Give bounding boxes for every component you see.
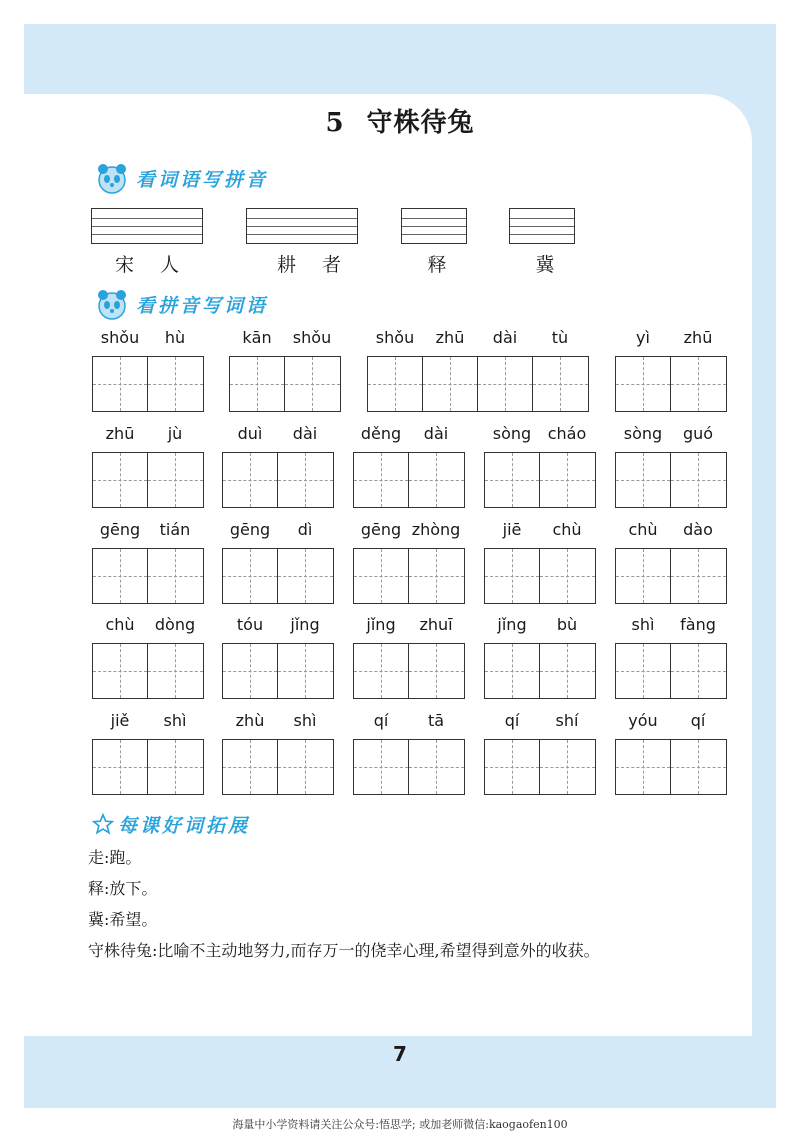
character-cell[interactable] bbox=[409, 549, 464, 603]
pinyin-label: hù bbox=[164, 328, 186, 347]
character-cell[interactable] bbox=[540, 549, 595, 603]
character-cell[interactable] bbox=[278, 453, 333, 507]
section-read-words-heading bbox=[92, 158, 268, 198]
pinyin-label: qí bbox=[504, 711, 520, 730]
tianzi-grid bbox=[353, 452, 465, 508]
tianzi-grid bbox=[484, 739, 596, 795]
character-cell[interactable] bbox=[93, 644, 148, 698]
character-cell[interactable] bbox=[223, 740, 278, 794]
word-to-annotate: 释 bbox=[427, 254, 473, 276]
pinyin-label: jǐng bbox=[497, 615, 527, 634]
character-cell[interactable] bbox=[148, 740, 203, 794]
character-cell[interactable] bbox=[223, 644, 278, 698]
character-cell[interactable] bbox=[223, 453, 278, 507]
note-line: 守株待兔:比喻不主动地努力,而存万一的侥幸心理,希望得到意外的收获。 bbox=[88, 941, 600, 960]
pinyin-answer-box[interactable] bbox=[509, 208, 575, 244]
character-cell[interactable] bbox=[616, 549, 671, 603]
character-cell[interactable] bbox=[93, 357, 148, 411]
pinyin-label: chù bbox=[552, 520, 582, 539]
character-cell[interactable] bbox=[278, 740, 333, 794]
character-cell[interactable] bbox=[278, 549, 333, 603]
section-label: 看拼音写词语 bbox=[136, 294, 269, 317]
tianzi-grid bbox=[92, 643, 204, 699]
character-cell[interactable] bbox=[93, 549, 148, 603]
character-cell[interactable] bbox=[540, 644, 595, 698]
character-cell[interactable] bbox=[409, 644, 464, 698]
character-cell[interactable] bbox=[540, 453, 595, 507]
pinyin-label: shì bbox=[631, 615, 655, 634]
character-cell[interactable] bbox=[616, 357, 671, 411]
character-cell[interactable] bbox=[671, 549, 726, 603]
pinyin-label: tóu bbox=[236, 615, 264, 634]
character-cell[interactable] bbox=[671, 644, 726, 698]
pinyin-label: gēng bbox=[99, 520, 141, 539]
character-cell[interactable] bbox=[616, 644, 671, 698]
pinyin-label: bù bbox=[556, 615, 578, 634]
word-to-annotate: 冀 bbox=[535, 254, 581, 276]
pinyin-label: dòng bbox=[154, 615, 196, 634]
page-title bbox=[0, 102, 800, 139]
character-cell[interactable] bbox=[485, 740, 540, 794]
character-cell[interactable] bbox=[148, 357, 203, 411]
pinyin-label: zhū bbox=[683, 328, 713, 347]
pinyin-label: sòng bbox=[492, 424, 532, 443]
pinyin-label: chù bbox=[105, 615, 135, 634]
character-cell[interactable] bbox=[223, 549, 278, 603]
tianzi-grid bbox=[222, 548, 334, 604]
character-cell[interactable] bbox=[409, 453, 464, 507]
character-cell[interactable] bbox=[671, 357, 726, 411]
lesson-title: 守株待兔 bbox=[366, 108, 475, 138]
pinyin-label: děng bbox=[360, 424, 402, 443]
tianzi-grid bbox=[615, 452, 727, 508]
pinyin-label: jù bbox=[167, 424, 183, 443]
pinyin-label: shì bbox=[163, 711, 187, 730]
page-number: 7 bbox=[393, 1042, 407, 1066]
pinyin-label: zhù bbox=[235, 711, 265, 730]
character-cell[interactable] bbox=[93, 453, 148, 507]
section-extension-heading bbox=[92, 804, 250, 844]
tianzi-grid bbox=[615, 356, 727, 412]
character-cell[interactable] bbox=[278, 644, 333, 698]
pinyin-label: dài bbox=[492, 328, 518, 347]
character-cell[interactable] bbox=[93, 740, 148, 794]
character-cell[interactable] bbox=[616, 740, 671, 794]
pinyin-label: shǒu bbox=[292, 328, 332, 347]
pinyin-label: yì bbox=[636, 328, 650, 347]
word-to-annotate: 耕者 bbox=[276, 254, 367, 276]
character-cell[interactable] bbox=[485, 453, 540, 507]
pinyin-label: yóu bbox=[628, 711, 658, 730]
tianzi-grid bbox=[222, 452, 334, 508]
pinyin-label: zhòng bbox=[411, 520, 461, 539]
note-line: 释:放下。 bbox=[88, 879, 158, 898]
section-read-pinyin-heading bbox=[92, 284, 268, 324]
character-cell[interactable] bbox=[671, 740, 726, 794]
pinyin-label: shì bbox=[293, 711, 317, 730]
character-cell[interactable] bbox=[485, 549, 540, 603]
pinyin-answer-box[interactable] bbox=[401, 208, 467, 244]
character-cell[interactable] bbox=[478, 357, 533, 411]
pinyin-label: jǐng bbox=[366, 615, 396, 634]
pinyin-label: gēng bbox=[229, 520, 271, 539]
section-label: 每课好词拓展 bbox=[118, 814, 251, 837]
tianzi-grid bbox=[484, 452, 596, 508]
section-label: 看词语写拼音 bbox=[136, 168, 269, 191]
character-cell[interactable] bbox=[368, 357, 423, 411]
pinyin-label: zhū bbox=[435, 328, 465, 347]
character-cell[interactable] bbox=[423, 357, 478, 411]
pinyin-label: zhuī bbox=[419, 615, 453, 634]
character-cell[interactable] bbox=[409, 740, 464, 794]
pinyin-label: shǒu bbox=[100, 328, 140, 347]
tianzi-grid bbox=[92, 356, 204, 412]
word-to-annotate: 宋人 bbox=[114, 254, 205, 276]
tianzi-grid bbox=[92, 739, 204, 795]
pinyin-label: qí bbox=[373, 711, 389, 730]
character-cell[interactable] bbox=[148, 549, 203, 603]
character-cell[interactable] bbox=[533, 357, 588, 411]
pinyin-label: qí bbox=[690, 711, 706, 730]
tianzi-grid bbox=[92, 452, 204, 508]
tianzi-grid bbox=[229, 356, 341, 412]
tianzi-grid bbox=[222, 643, 334, 699]
pinyin-label: dào bbox=[683, 520, 713, 539]
footer-note: 海量中小学资料请关注公众号:悟思学; 或加老师微信:kaogaofen100 bbox=[232, 1118, 568, 1131]
pinyin-label: shǒu bbox=[375, 328, 415, 347]
tianzi-grid bbox=[353, 739, 465, 795]
pinyin-label: jiē bbox=[502, 520, 522, 539]
tianzi-grid bbox=[615, 548, 727, 604]
tianzi-grid bbox=[92, 548, 204, 604]
tianzi-grid bbox=[484, 643, 596, 699]
tianzi-grid bbox=[222, 739, 334, 795]
pinyin-label: shí bbox=[555, 711, 579, 730]
character-cell[interactable] bbox=[354, 549, 409, 603]
character-cell[interactable] bbox=[148, 453, 203, 507]
note-line: 冀:希望。 bbox=[88, 910, 158, 929]
pinyin-label: chù bbox=[628, 520, 658, 539]
pinyin-label: zhū bbox=[105, 424, 135, 443]
pinyin-label: cháo bbox=[547, 424, 587, 443]
pinyin-label: dài bbox=[423, 424, 449, 443]
pinyin-answer-box[interactable] bbox=[246, 208, 358, 244]
pinyin-label: dài bbox=[292, 424, 318, 443]
tianzi-grid bbox=[353, 548, 465, 604]
character-cell[interactable] bbox=[354, 644, 409, 698]
tianzi-grid bbox=[615, 643, 727, 699]
character-cell[interactable] bbox=[485, 644, 540, 698]
character-cell[interactable] bbox=[148, 644, 203, 698]
pinyin-label: tā bbox=[427, 711, 445, 730]
pinyin-label: gēng bbox=[360, 520, 402, 539]
character-cell[interactable] bbox=[354, 453, 409, 507]
pinyin-answer-box[interactable] bbox=[91, 208, 203, 244]
pinyin-label: kān bbox=[242, 328, 272, 347]
pinyin-label: duì bbox=[237, 424, 263, 443]
character-cell[interactable] bbox=[354, 740, 409, 794]
pinyin-label: jiě bbox=[110, 711, 130, 730]
tianzi-grid bbox=[353, 643, 465, 699]
pinyin-label: tù bbox=[551, 328, 569, 347]
panda-icon bbox=[92, 158, 132, 198]
tianzi-grid bbox=[484, 548, 596, 604]
star-icon bbox=[92, 813, 114, 835]
word-notes bbox=[88, 842, 600, 966]
pinyin-label: tián bbox=[159, 520, 191, 539]
character-cell[interactable] bbox=[671, 453, 726, 507]
pinyin-label: guó bbox=[682, 424, 714, 443]
character-cell[interactable] bbox=[285, 357, 340, 411]
pinyin-label: dì bbox=[297, 520, 313, 539]
lesson-number: 5 bbox=[325, 108, 345, 138]
note-line: 走:跑。 bbox=[88, 848, 142, 867]
character-cell[interactable] bbox=[230, 357, 285, 411]
character-cell[interactable] bbox=[616, 453, 671, 507]
tianzi-grid bbox=[367, 356, 589, 412]
panda-icon bbox=[92, 284, 132, 324]
character-cell[interactable] bbox=[540, 740, 595, 794]
pinyin-label: fàng bbox=[680, 615, 716, 634]
pinyin-label: jǐng bbox=[290, 615, 320, 634]
pinyin-label: sòng bbox=[623, 424, 663, 443]
tianzi-grid bbox=[615, 739, 727, 795]
